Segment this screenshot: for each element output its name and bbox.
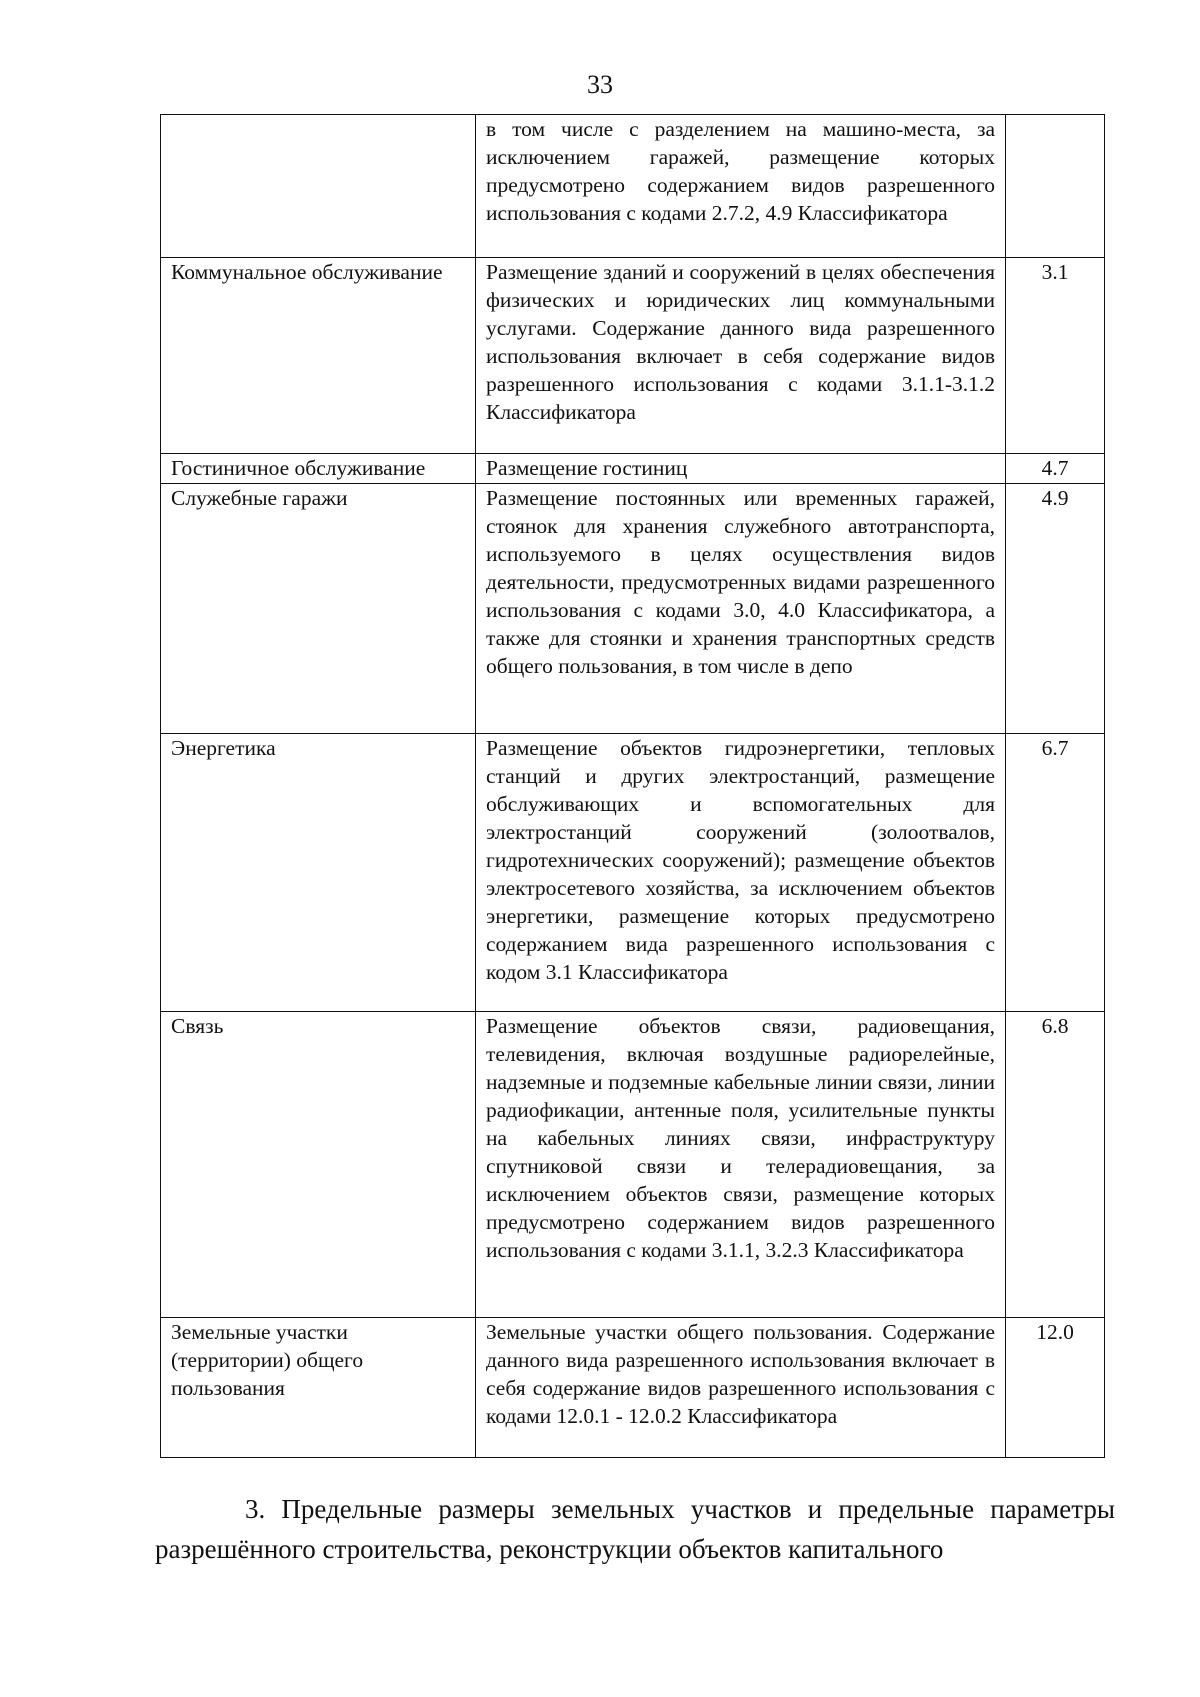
table-row bbox=[161, 734, 1105, 1012]
use-name-cell: Коммунальное обслуживание bbox=[161, 258, 476, 454]
section-paragraph: 3. Предельные размеры земельных участков и предельные параметры разрешённого строительства, реконструкции объектов капитального bbox=[155, 1494, 1115, 1564]
table-row bbox=[161, 1012, 1105, 1318]
use-description-cell: Размещение объектов связи, радиовещания, телевидения, включая воздушные радиорелейные, надземные и подземные кабельные линии связи, линии радиофикации, антенные поля, усилительные пункты на кабельных линиях связи, инфраструктуру спутниковой связи и телерадиовещания, за исключением объектов связи, размещение которых предусмотрено содержанием видов разрешенного использования с кодами 3.1.1, 3.2.3 Классификатора bbox=[476, 1012, 1006, 1318]
table-row bbox=[161, 454, 1105, 484]
use-code-cell: 4.9 bbox=[1006, 484, 1105, 734]
use-code-cell: 6.8 bbox=[1006, 1012, 1105, 1318]
use-code-cell: 4.7 bbox=[1006, 454, 1105, 484]
use-name-cell bbox=[161, 115, 476, 258]
use-description-cell: Размещение объектов гидроэнергетики, тепловых станций и других электростанций, размещение обслуживающих и вспомогательных для электростанций сооружений (золоотвалов, гидротехнических сооружений); размещение объектов электросетевого хозяйства, за исключением объектов энергетики, размещение которых предусмотрено содержанием вида разрешенного использования с кодом 3.1 Классификатора bbox=[476, 734, 1006, 1012]
use-description-cell: Размещение гостиниц bbox=[476, 454, 1006, 484]
use-name-cell: Служебные гаражи bbox=[161, 484, 476, 734]
use-description-cell: Размещение зданий и сооружений в целях обеспечения физических и юридических лиц коммунальными услугами. Содержание данного вида разрешенного использования включает в себя содержание видов разрешенного использования с кодами 3.1.1-3.1.2 Классификатора bbox=[476, 258, 1006, 454]
use-description-cell: в том числе с разделением на машино-места, за исключением гаражей, размещение которых предусмотрено содержанием видов разрешенного использования с кодами 2.7.2, 4.9 Классификатора bbox=[476, 115, 1006, 258]
use-name-cell: Энергетика bbox=[161, 734, 476, 1012]
table-row bbox=[161, 258, 1105, 454]
use-code-cell: 6.7 bbox=[1006, 734, 1105, 1012]
use-code-cell bbox=[1006, 115, 1105, 258]
table-row bbox=[161, 484, 1105, 734]
use-code-cell: 3.1 bbox=[1006, 258, 1105, 454]
use-name-cell: Связь bbox=[161, 1012, 476, 1318]
use-name-cell: Земельные участки (территории) общего пользования bbox=[161, 1318, 476, 1458]
use-code-cell: 12.0 bbox=[1006, 1318, 1105, 1458]
permitted-use-table bbox=[160, 114, 1105, 1458]
use-name-cell: Гостиничное обслуживание bbox=[161, 454, 476, 484]
table-row bbox=[161, 1318, 1105, 1458]
use-description-cell: Размещение постоянных или временных гаражей, стоянок для хранения служебного автотранспорта, используемого в целях осуществления видов деятельности, предусмотренных видами разрешенного использования с кодами 3.0, 4.0 Классификатора, а также для стоянки и хранения транспортных средств общего пользования, в том числе в депо bbox=[476, 484, 1006, 734]
table-row bbox=[161, 115, 1105, 258]
page-number: 33 bbox=[587, 70, 613, 99]
use-description-cell: Земельные участки общего пользования. Содержание данного вида разрешенного использования включает в себя содержание видов разрешенного использования с кодами 12.0.1 - 12.0.2 Классификатора bbox=[476, 1318, 1006, 1458]
